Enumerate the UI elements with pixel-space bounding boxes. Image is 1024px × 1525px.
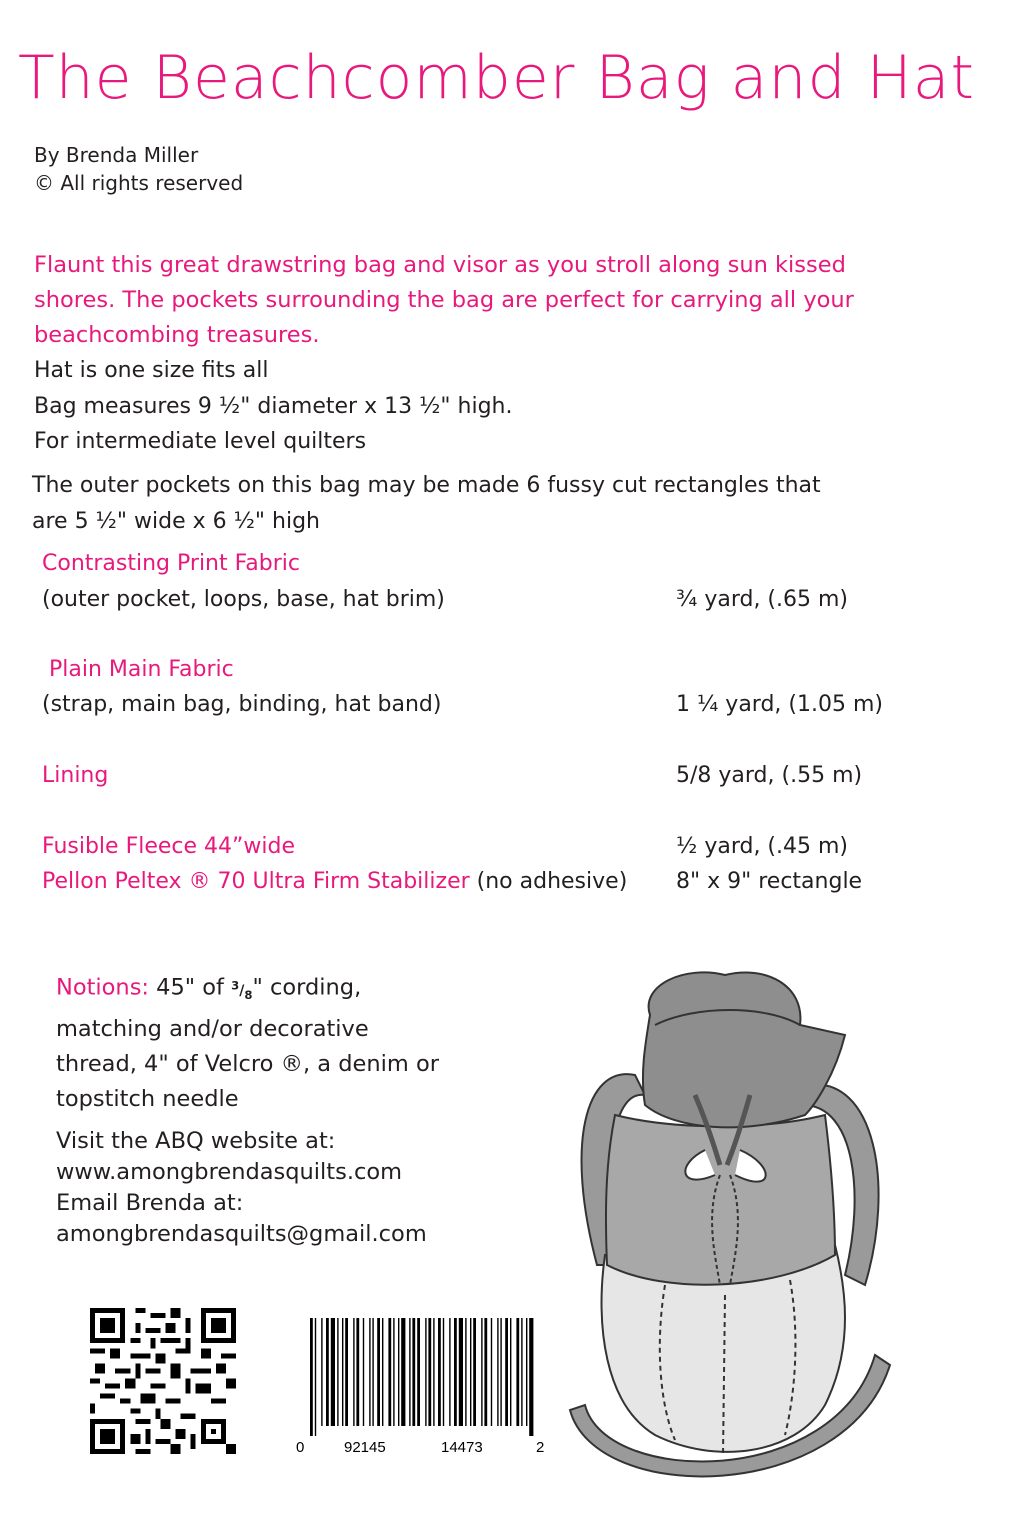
visit-label: Visit the ABQ website at: (56, 1128, 336, 1154)
intro-paragraph (34, 248, 934, 353)
barcode-bar (516, 1318, 519, 1426)
barcode-bar (491, 1318, 492, 1426)
bag-illustration (545, 965, 905, 1505)
barcode-bar (449, 1318, 450, 1426)
notions-line: thread, 4" of Velcro ®, a denim or (56, 1051, 439, 1078)
barcode-bar (382, 1318, 383, 1426)
contrast-fabric-desc: (outer pocket, loops, base, hat brim) (42, 587, 445, 612)
notions-text: " cording, (252, 974, 362, 1001)
fussy-cut-note (32, 468, 932, 540)
barcode-bar (500, 1318, 501, 1426)
fraction-denominator: 8 (244, 987, 253, 1002)
barcode-bar (310, 1318, 313, 1436)
barcode-bar (315, 1318, 316, 1436)
barcode-bar (438, 1318, 441, 1426)
lining-amount: 5/8 yard, (.55 m) (676, 763, 863, 788)
barcode-bar (345, 1318, 348, 1426)
barcode-bar (526, 1318, 527, 1426)
main-fabric-heading: Plain Main Fabric (49, 657, 234, 682)
page-title: The Beachcomber Bag and Hat (18, 43, 976, 113)
hat-size: Hat is one size fits all (34, 358, 269, 383)
contrast-fabric-amount: ¾ yard, (.65 m) (676, 587, 849, 612)
lining-heading: Lining (42, 763, 109, 788)
barcode-bar (425, 1318, 426, 1426)
email-link[interactable]: amongbrendasquilts@gmail.com (56, 1221, 427, 1247)
barcode-bar (331, 1318, 335, 1426)
barcode-digit: 92145 (344, 1439, 386, 1456)
barcode-bar (473, 1318, 476, 1426)
peltex-heading: Pellon Peltex ® 70 Ultra Firm Stabilizer (42, 869, 470, 894)
notions-text: 45" of (156, 974, 224, 1001)
barcode-bar (470, 1318, 471, 1426)
barcode-bar (417, 1318, 420, 1426)
barcode-bar (401, 1318, 405, 1426)
notions-line (56, 968, 486, 1012)
barcode-bar (326, 1318, 329, 1426)
peltex-note: (no adhesive) (476, 869, 628, 894)
barcode-icon (296, 1318, 551, 1458)
contrast-fabric-heading: Contrasting Print Fabric (42, 551, 300, 576)
barcode-bar (510, 1318, 511, 1426)
email-label: Email Brenda at: (56, 1190, 244, 1216)
author: By Brenda Miller (34, 143, 199, 167)
barcode-bar (353, 1318, 354, 1426)
barcode-digit: 14473 (441, 1439, 483, 1456)
barcode-bar (398, 1318, 399, 1426)
barcode-bar (409, 1318, 410, 1426)
barcode-bar (393, 1318, 394, 1426)
peltex-line (42, 867, 627, 897)
barcode-bar (484, 1318, 487, 1426)
bag-size: Bag measures 9 ½" diameter x 13 ½" high. (34, 394, 513, 419)
notions-line: matching and/or decorative (56, 1016, 369, 1043)
fraction-numerator: 3 (231, 978, 240, 992)
barcode-bar (369, 1318, 370, 1426)
barcode-bar (321, 1318, 322, 1426)
barcode-bar (363, 1318, 364, 1426)
barcode-digit: 0 (296, 1439, 305, 1456)
barcode-bar (529, 1318, 533, 1436)
skill-level: For intermediate level quilters (34, 429, 367, 454)
intro-line: beachcombing treasures. (34, 322, 320, 348)
notions-label: Notions: (56, 974, 149, 1001)
copyright: © All rights reserved (34, 171, 244, 195)
fleece-heading: Fusible Fleece 44”wide (42, 834, 296, 859)
website-link[interactable]: www.amongbrendasquilts.com (56, 1159, 403, 1185)
main-fabric-amount: 1 ¼ yard, (1.05 m) (676, 692, 883, 717)
intro-line: Flaunt this great drawstring bag and visor as you stroll along sun kissed (34, 252, 846, 278)
fraction: $^3/_8$ (231, 978, 253, 1002)
notions-block (56, 968, 486, 1117)
notions-line: topstitch needle (56, 1086, 239, 1113)
barcode-digit: 2 (536, 1439, 545, 1456)
barcode-bar (377, 1318, 380, 1426)
barcode-bar (428, 1318, 431, 1426)
barcode-bar (443, 1318, 444, 1426)
main-fabric-desc: (strap, main bag, binding, hat band) (42, 692, 442, 717)
barcode-bar (459, 1318, 463, 1426)
barcode-bar (481, 1318, 482, 1426)
byline (34, 141, 243, 197)
barcode-bar (497, 1318, 498, 1426)
barcode-bar (337, 1318, 338, 1426)
barcode-bar (356, 1318, 359, 1426)
barcode-bar (521, 1318, 522, 1426)
fussy-line: are 5 ½" wide x 6 ½" high (32, 509, 320, 534)
barcode-bar (465, 1318, 466, 1426)
barcode-bar (372, 1318, 373, 1426)
barcode-bar (505, 1318, 508, 1426)
barcode-bar (433, 1318, 434, 1426)
fussy-line: The outer pockets on this bag may be made 6 fussy cut rectangles that (32, 473, 821, 498)
barcode-bar (412, 1318, 415, 1426)
qr-code-icon (90, 1308, 236, 1454)
barcode-bar (342, 1318, 343, 1426)
barcode-bar (388, 1318, 391, 1426)
fleece-amount: ½ yard, (.45 m) (676, 834, 849, 859)
peltex-amount: 8" x 9" rectangle (676, 869, 863, 894)
contact-block (56, 1126, 516, 1250)
barcode-bar (454, 1318, 457, 1426)
intro-line: shores. The pockets surrounding the bag are perfect for carrying all your (34, 287, 854, 313)
